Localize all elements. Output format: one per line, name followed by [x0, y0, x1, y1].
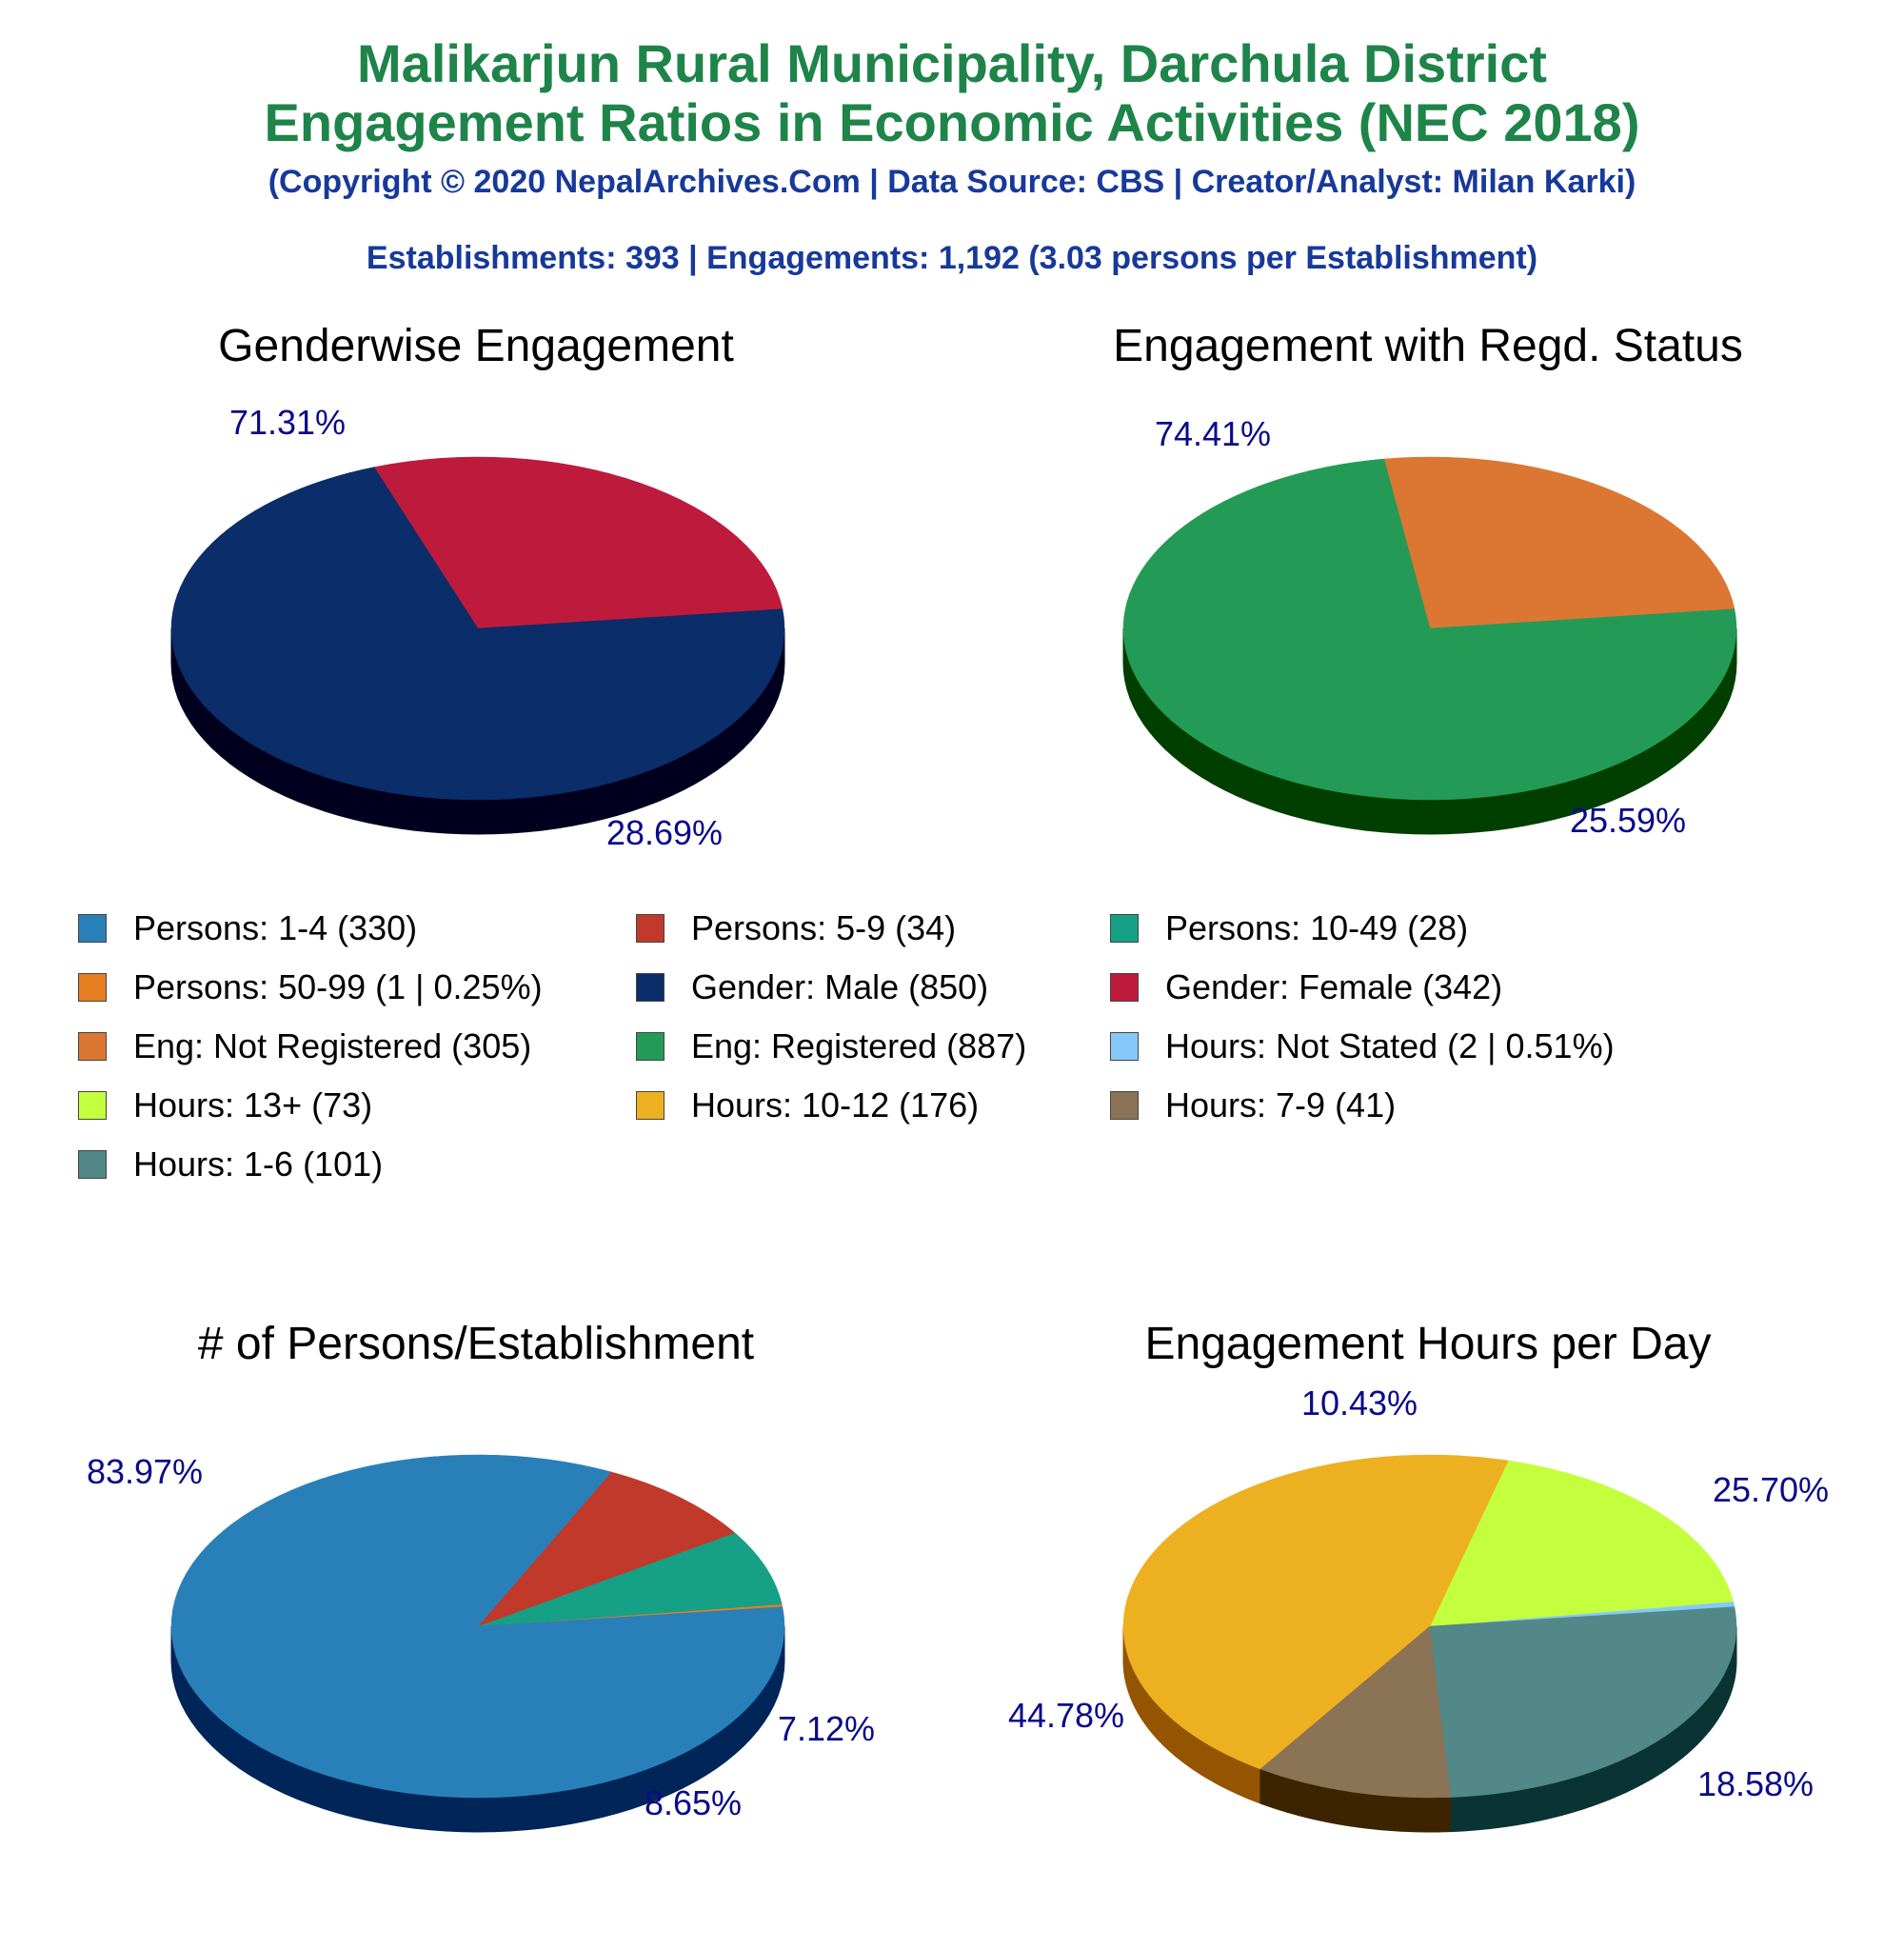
legend-label: Hours: 1-6 (101) [133, 1144, 384, 1184]
legend-swatch [78, 1032, 107, 1061]
legend-swatch [636, 973, 664, 1002]
registration-pie-chart [952, 400, 1904, 952]
legend-item [78, 907, 417, 949]
legend-item [1110, 907, 1468, 949]
pie-slice-label: 28.69% [605, 813, 724, 852]
pie-slice-label: 25.70% [1712, 1470, 1830, 1509]
legend-swatch [1110, 1091, 1139, 1120]
pie-slice-label: 18.58% [1696, 1764, 1815, 1803]
legend-item [1110, 1084, 1396, 1126]
legend-label: Hours: Not Stated (2 | 0.51%) [1165, 1026, 1615, 1065]
legend-label: Hours: 7-9 (41) [1165, 1085, 1397, 1124]
pie-slice-label: 25.59% [1569, 801, 1687, 840]
pie-slice-label: 74.41% [1154, 414, 1272, 453]
pie-slice [1384, 457, 1735, 628]
pie-slice-label: 8.65% [644, 1783, 743, 1822]
legend-item [78, 966, 543, 1008]
legend-swatch [78, 1150, 107, 1179]
registration-pie-title: Engagement with Regd. Status [1113, 321, 1743, 371]
legend-swatch [78, 914, 107, 943]
pie-slice-label: 83.97% [86, 1452, 204, 1491]
legend-item [1110, 966, 1502, 1008]
legend-swatch [1110, 1032, 1139, 1061]
legend-item [636, 907, 956, 949]
legend-item [78, 1025, 531, 1067]
legend-label: Hours: 13+ (73) [133, 1085, 373, 1124]
legend-label: Persons: 1-4 (330) [133, 908, 418, 947]
legend-swatch [78, 1091, 107, 1120]
pie-slice-label: 44.78% [1007, 1696, 1125, 1735]
legend-swatch [1110, 914, 1139, 943]
summary-stats: Establishments: 393 | Engagements: 1,192 (3.03 persons per Establishment) [366, 240, 1538, 276]
pie-slice [1430, 1607, 1736, 1798]
legend-item [636, 1084, 979, 1126]
copyright-note: (Copyright © 2020 NepalArchives.Com | Data Source: CBS | Creator/Analyst: Milan Karki) [268, 164, 1636, 200]
legend-item [78, 1084, 372, 1126]
gender-pie-chart [0, 400, 952, 952]
legend-label: Hours: 10-12 (176) [691, 1085, 980, 1124]
legend-swatch [78, 973, 107, 1002]
chart-title-line-1: Malikarjun Rural Municipality, Darchula District [357, 33, 1547, 93]
legend-swatch [636, 1091, 664, 1120]
persons-pie-title: # of Persons/Establishment [197, 1319, 755, 1369]
hours-pie-chart [952, 1383, 1904, 1950]
hours-pie-title: Engagement Hours per Day [1144, 1319, 1712, 1369]
pie-slice-label: 10.43% [1300, 1383, 1418, 1423]
persons-pie-chart [0, 1398, 952, 1950]
legend-swatch [1110, 973, 1139, 1002]
gender-pie-title: Genderwise Engagement [218, 321, 734, 371]
legend-label: Eng: Not Registered (305) [133, 1026, 532, 1065]
pie-slice-label: 71.31% [228, 403, 347, 442]
legend-label: Gender: Male (850) [691, 967, 989, 1006]
legend-item [1110, 1025, 1615, 1067]
legend-label: Eng: Registered (887) [691, 1026, 1027, 1065]
legend-label: Persons: 50-99 (1 | 0.25%) [133, 967, 543, 1006]
legend-item [78, 1144, 383, 1185]
pie-slice-label: 7.12% [777, 1709, 876, 1748]
legend-item [636, 966, 988, 1008]
chart-title-line-2: Engagement Ratios in Economic Activities (NEC 2018) [264, 92, 1640, 152]
legend-label: Persons: 10-49 (28) [1165, 908, 1469, 947]
legend-item [636, 1025, 1026, 1067]
legend-label: Gender: Female (342) [1165, 967, 1503, 1006]
legend-label: Persons: 5-9 (34) [691, 908, 957, 947]
legend-swatch [636, 1032, 664, 1061]
legend-swatch [636, 914, 664, 943]
